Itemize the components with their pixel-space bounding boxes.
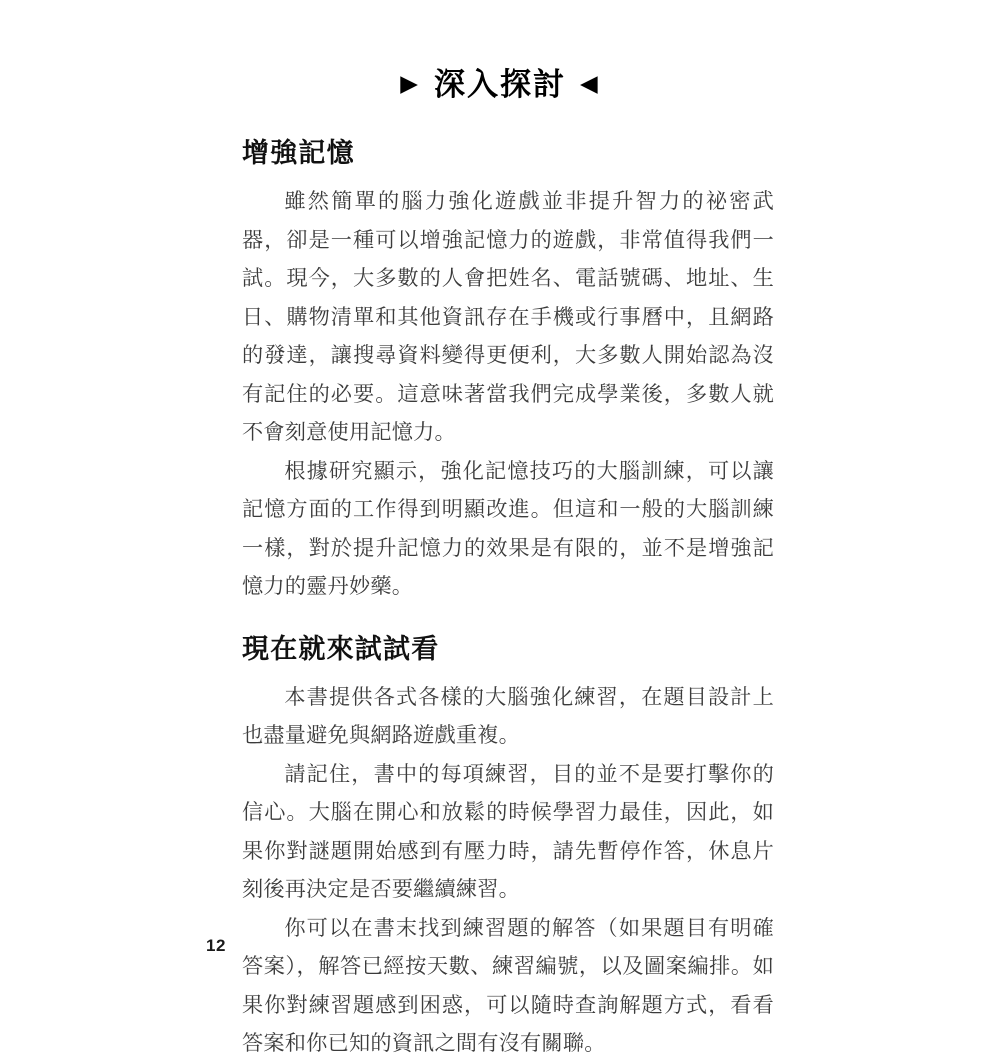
paragraph: 本書提供各式各樣的大腦強化練習，在題目設計上也盡量避免與網路遊戲重複。: [242, 685, 774, 748]
heading-try-it-now: 現在就來試試看: [242, 633, 440, 664]
section-title: [0, 66, 1000, 105]
paragraph: 請記住，書中的每項練習，目的並不是要打擊你的信心。大腦在開心和放鬆的時候學習力最佳，因此，如果你對謎題開始感到有壓力時，請先暫停作答，休息片刻後再決定是否要繼續練習。: [242, 762, 774, 902]
text-column: [242, 136, 774, 1064]
page-number: 12: [206, 936, 226, 955]
triangle-left-icon: ◀: [580, 70, 600, 96]
section-title-text: 深入探討: [434, 67, 566, 102]
triangle-right-icon: ▶: [400, 70, 420, 96]
paragraph: 你可以在書末找到練習題的解答（如果題目有明確答案），解答已經按天數、練習編號，以及圖案編排。如果你對練習題感到困惑，可以隨時查詢解題方式，看看答案和你已知的資訊之間有沒有關聯。: [242, 916, 774, 1056]
paragraph: 雖然簡單的腦力強化遊戲並非提升智力的祕密武器，卻是一種可以增強記憶力的遊戲，非常值得我們一試。現今，大多數的人會把姓名、電話號碼、地址、生日、購物清單和其他資訊存在手機或行事曆中，且網路的發達，讓搜尋資料變得更便利，大多數人開始認為沒有記住的必要。這意味著當我們完成學業後，多數人就不會刻意使用記憶力。: [242, 190, 774, 445]
paragraph: 根據研究顯示，強化記憶技巧的大腦訓練，可以讓記憶方面的工作得到明顯改進。但這和一般的大腦訓練一樣，對於提升記憶力的效果是有限的，並不是增強記憶力的靈丹妙藥。: [242, 459, 774, 599]
heading-increase-memory: 增強記憶: [242, 138, 355, 168]
